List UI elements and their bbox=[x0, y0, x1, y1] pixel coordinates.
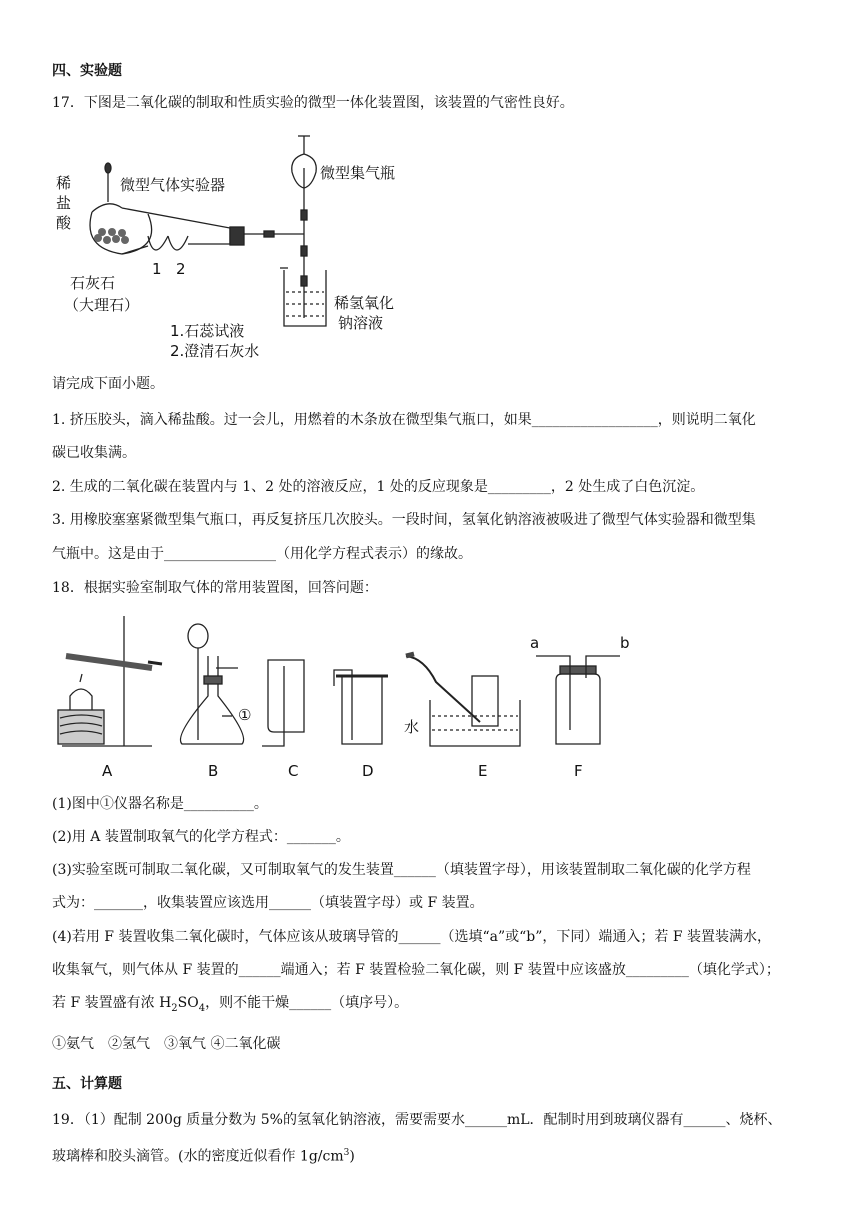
fig17-label-naoh-1: 稀氢氧化 bbox=[334, 294, 395, 312]
q18-apparatus-figure bbox=[52, 606, 632, 782]
fig18-label-A: A bbox=[102, 762, 113, 780]
q17-sub3-line2: 气瓶中。这是由于________________（用化学方程式表示）的缘故。 bbox=[52, 546, 472, 562]
q19-line2-pre: 玻璃棒和胶头滴管。(水的密度近似看作 1g/cm bbox=[52, 1148, 344, 1165]
q17-prompt: 请完成下面小题。 bbox=[52, 376, 164, 392]
section-title-calculation: 五、计算题 bbox=[52, 1076, 122, 1092]
fig17-label-pos2: 2 bbox=[176, 260, 186, 278]
q18-p4-line3-post: ，则不能干燥______（填序号）。 bbox=[205, 995, 409, 1011]
q18-p2: (2)用 A 装置制取氧气的化学方程式：_______。 bbox=[52, 829, 350, 845]
fig18-circle1: ① bbox=[238, 706, 252, 724]
q18-p3-line2: 式为：_______，收集装置应该选用______（填装置字母）或 F 装置。 bbox=[52, 895, 484, 911]
q17-stem: 17．下图是二氧化碳的制取和性质实验的微型一体化装置图，该装置的气密性良好。 bbox=[52, 95, 574, 111]
q18-p4-sub1: 2 bbox=[171, 1002, 178, 1014]
q17-sub1-line2: 碳已收集满。 bbox=[52, 445, 136, 461]
q18-p4-line3-mid: SO bbox=[177, 995, 199, 1011]
q18-p1: (1)图中①仪器名称是__________。 bbox=[52, 796, 268, 812]
q18-p4-line3-pre: 若 F 装置盛有浓 H bbox=[52, 995, 172, 1011]
fig17-legend-1: 1.石蕊试液 bbox=[170, 322, 245, 340]
fig17-label-limestone: 石灰石 bbox=[70, 274, 116, 292]
q18-p3-line1: (3)实验室既可制取二氧化碳，又可制取氧气的发生装置______（填装置字母），用该装置制取二氧化碳的化学方程 bbox=[52, 862, 751, 878]
q17-apparatus-figure bbox=[52, 128, 422, 360]
fig17-label-acid-2: 盐 bbox=[56, 194, 72, 212]
fig18-label-C: C bbox=[288, 762, 299, 780]
fig18-port-a: a bbox=[530, 634, 540, 652]
fig17-label-acid-1: 稀 bbox=[56, 174, 72, 192]
q18-options: ①氨气 ②氢气 ③氧气 ④二氧化碳 bbox=[52, 1036, 281, 1052]
q17-sub1-line1: 1. 挤压胶头，滴入稀盐酸。过一会儿，用燃着的木条放在微型集气瓶口，如果__________________，则说明二氧化 bbox=[52, 412, 756, 428]
fig17-label-pos1: 1 bbox=[152, 260, 162, 278]
fig17-label-naoh-2: 钠溶液 bbox=[338, 314, 384, 332]
q19-line2 bbox=[52, 1143, 355, 1167]
fig17-legend-2: 2.澄清石灰水 bbox=[170, 342, 260, 360]
q18-p4-line3 bbox=[52, 993, 408, 1019]
fig18-water: 水 bbox=[404, 718, 420, 736]
fig17-label-acid-3: 酸 bbox=[56, 214, 72, 232]
q19-line2-sup: 3 bbox=[343, 1148, 350, 1158]
q18-p4-line2: 收集氧气，则气体从 F 装置的______端通入；若 F 装置检验二氧化碳，则 F 装置中应该盛放_________（填化学式）； bbox=[52, 962, 780, 978]
q19-line2-post: ) bbox=[349, 1148, 355, 1165]
section-title-experiments: 四、实验题 bbox=[52, 63, 122, 79]
fig18-label-B: B bbox=[208, 762, 219, 780]
fig17-label-marble: （大理石） bbox=[64, 296, 140, 314]
fig17-label-device: 微型气体实验器 bbox=[120, 176, 226, 194]
q17-sub3-line1: 3. 用橡胶塞塞紧微型集气瓶口，再反复挤压几次胶头。一段时间，氢氧化钠溶液被吸进了微型气体实验器和微型集 bbox=[52, 512, 756, 528]
q18-stem: 18．根据实验室制取气体的常用装置图，回答问题： bbox=[52, 580, 378, 596]
q17-sub2: 2. 生成的二氧化碳在装置内与 1、2 处的溶液反应，1 处的反应现象是_________，2 处生成了白色沉淀。 bbox=[52, 479, 705, 495]
q19-line1: 19．（1）配制 200g 质量分数为 5%的氢氧化钠溶液，需要需要水______mL．配制时用到玻璃仪器有______、烧杯、 bbox=[52, 1112, 782, 1128]
fig17-label-bottle: 微型集气瓶 bbox=[320, 164, 396, 182]
fig18-label-F: F bbox=[574, 762, 583, 780]
q18-p4-line1: (4)若用 F 装置收集二氧化碳时，气体应该从玻璃导管的______（选填“a”或“b”，下同）端通入；若 F 装置装满水， bbox=[52, 929, 771, 945]
fig18-label-E: E bbox=[478, 762, 488, 780]
q18-p4-sub2: 4 bbox=[198, 1002, 206, 1014]
fig18-port-b: b bbox=[620, 634, 630, 652]
fig18-label-D: D bbox=[362, 762, 374, 780]
